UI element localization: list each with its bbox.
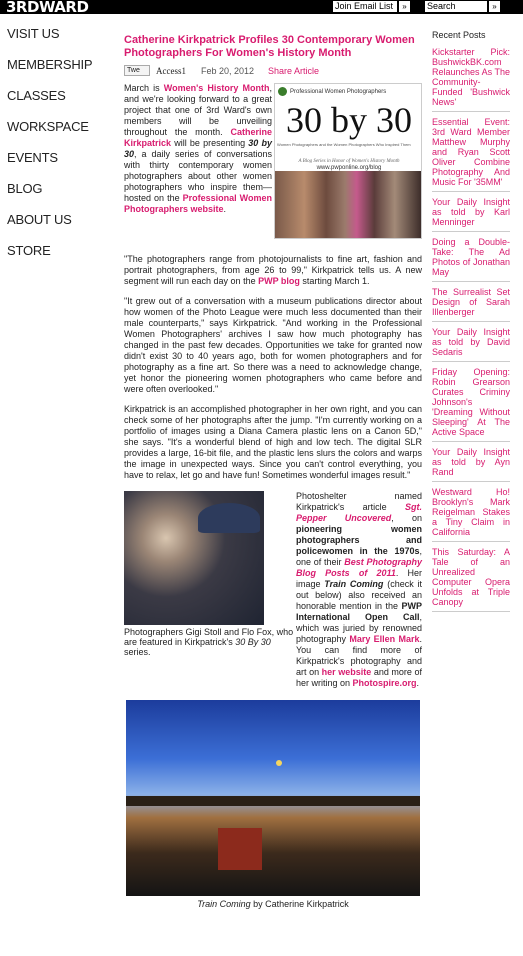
text: Photoshelter named Kirkpatrick's article [296,491,422,512]
article-date: Feb 20, 2012 [201,66,255,76]
paragraph-2 [124,254,422,287]
photospire-link[interactable]: Photospire.org [352,678,417,688]
recent-post-link[interactable]: This Saturday: A Tale of an Unrealized Computer Opera Unfolds at Triple Canopy [432,547,510,612]
photo-red-house [218,828,262,870]
article [124,34,422,910]
pwp-blog-link[interactable]: PWP blog [258,276,300,286]
search-submit-button[interactable]: » [489,1,500,12]
recent-posts-heading: Recent Posts [432,30,486,40]
main-nav [7,22,112,270]
bold-text: PWP International Open Call [296,601,422,622]
intro-section [124,83,422,245]
nav-store[interactable]: STORE [7,243,51,258]
promo-big-title: 30 by 30 [286,100,412,140]
mary-ellen-mark-link[interactable]: Mary Ellen Mark [349,634,420,644]
paragraph-5 [296,491,422,689]
intro-paragraph [124,83,272,215]
bold-text: Train Coming [324,579,384,589]
access-label: Access1 [156,66,186,76]
recent-post-link[interactable]: Westward Ho! Brooklyn's Mark Reigelman Stakes a Tiny Claim in California [432,487,510,542]
recent-post-link[interactable]: Friday Opening: Robin Grearson Curates Criminy Johnson's 'Dreaming Without Sleeping' At The Active Space [432,367,510,442]
recent-post-link[interactable]: Essential Event: 3rd Ward Member Matthew Murphy and Ryan Scott Oliver Combine Photography And Music For '35MM' [432,117,510,192]
her-website-link[interactable]: her website [321,667,372,677]
promo-photo-strip [275,171,421,239]
recent-post-link[interactable]: Your Daily Insight as told by Karl Menninger [432,197,510,232]
share-article-link[interactable]: Share Article [268,66,320,76]
train-caption [124,899,422,910]
text: March is [124,83,164,93]
search-input[interactable] [425,1,487,12]
article-meta [124,65,422,79]
nav-visit-us[interactable]: VISIT US [7,26,60,41]
nav-workspace[interactable]: WORKSPACE [7,119,89,134]
catherine-kirkpatrick-link[interactable]: Catherine Kirkpatrick [124,127,272,148]
nav-events[interactable]: EVENTS [7,150,58,165]
site-logo[interactable]: 3RDWARD [6,0,89,16]
promo-series-line: A Blog Series in Honor of Women's History Month [298,159,400,164]
womens-history-month-link[interactable]: Women's History Month [163,83,270,93]
photo-elevated-track [126,796,420,806]
text: will be presenting [171,138,249,148]
photo-street-lamp [276,760,282,766]
promo-subtitle: Women Photographers and the Women Photographers Who Inspired Them [277,142,411,147]
recent-post-link[interactable]: Doing a Double-Take: The Ad Photos of Jonathan May [432,237,510,282]
series-name: 30 by 30 [124,138,272,159]
pwp-org-name: Professional Women Photographers [290,89,387,96]
text: , one of their [296,546,422,567]
pwp-website-link[interactable]: Professional Women Photographers website [124,193,273,214]
nav-membership[interactable]: MEMBERSHIP [7,57,93,72]
recent-post-link[interactable]: Your Daily Insight as told by David Sedaris [432,327,510,362]
recent-post-link[interactable]: The Surrealist Set Design of Sarah Illenberger [432,287,510,322]
text: starting March 1. [299,276,370,286]
recent-post-link[interactable]: Kickstarter Pick: BushwickBK.com Relaunches As The Community-Funded 'Bushwick News' [432,47,510,112]
sgt-pepper-link[interactable]: Sgt. Pepper Uncovered [296,502,422,523]
train-caption-title: Train Coming [197,899,251,909]
best-blog-posts-link[interactable]: Best Photography Blog Posts of 2011 [296,557,422,578]
pwp-logo-icon [278,87,287,96]
text: , on [391,513,423,523]
train-caption-byline: by Catherine Kirkpatrick [250,899,349,909]
bold-text: pioneering women photographers and policewomen in the 1970s [296,524,422,556]
nav-about-us[interactable]: ABOUT US [7,212,72,227]
recent-posts-sidebar [432,30,510,617]
text: , a daily series of conversations with thirty contemporary women photographers about other women photographers who inspire them—hosted on the [124,149,272,203]
text: series. [124,647,151,657]
series-name: 30 By 30 [235,637,271,647]
pwp-header [278,87,418,97]
text: and more of her writing on [296,667,422,688]
nav-blog[interactable]: BLOG [7,181,43,196]
text: Photographers Gigi Stoll and Flo Fox, who are featured in Kirkpatrick's [124,627,294,647]
photo-hat-shape [198,503,260,533]
stoll-fox-photo [124,491,264,625]
paragraph-3: "It grew out of a conversation with a museum publications director about how women of the Photo League were much less documented than their male counterparts," says Kirkpatrick. "And working in the Professional Women Photographers' archives I saw how much photography has changed in the past few decades. Opportunities we take for granted now didn't exist 30 to 40 years ago, both for women photographers and for photography as a fine art. So there was a need to acknowledge change, yet honor the pioneering women photographers who came before and were often overlooked." [124,296,422,394]
text: , and we're looking forward to a great project that one of 3rd Ward's own members will be unveiling throughout the month. [124,83,272,137]
text: . [223,204,227,214]
train-coming-photo [126,700,420,896]
article-title[interactable]: Catherine Kirkpatrick Profiles 30 Contemporary Women Photographers For Women's History Month [124,34,415,59]
photo-caption [124,627,296,657]
promo-url: www.pwponline.org/blog [316,165,382,171]
text: . [416,678,420,688]
text: (check it out below) also received an honorable mention in the [296,579,422,611]
top-bar [0,0,523,14]
join-email-submit-button[interactable]: » [399,1,410,12]
join-email-input[interactable] [333,1,397,12]
text: , which was juried by renowned photography [296,612,422,644]
paragraph-4: Kirkpatrick is an accomplished photographer in her own right, and you can check some of her photographs after the jump. "I'm currently working on a portfolio of images using a Diana Camera plastic lens on a Canon 5D," she says. "It's a wonderful blend of high and low tech. The digital SLR provides a large, 16-bit file, and the plastic lens slurs the colors and warps the image in unexpected ways. Since you can't control everything, you have to relax, let go and have fun! Sometimes wonderful images result." [124,404,422,480]
30-by-30-promo-image [274,83,422,239]
recent-post-link[interactable]: Your Daily Insight as told by Ayn Rand [432,447,510,482]
nav-classes[interactable]: CLASSES [7,88,66,103]
tweet-button[interactable]: Twe [124,65,150,76]
text: . You can find more of Kirkpatrick's photography and art on [296,634,422,677]
text: . Her image [296,568,422,589]
photoshelter-section [124,491,423,688]
text: "The photographers range from photojournalists to fine art, fashion and portrait photographers, from age 26 to 99," Kirkpatrick tells us. A new segment will run each day on the [124,254,422,286]
